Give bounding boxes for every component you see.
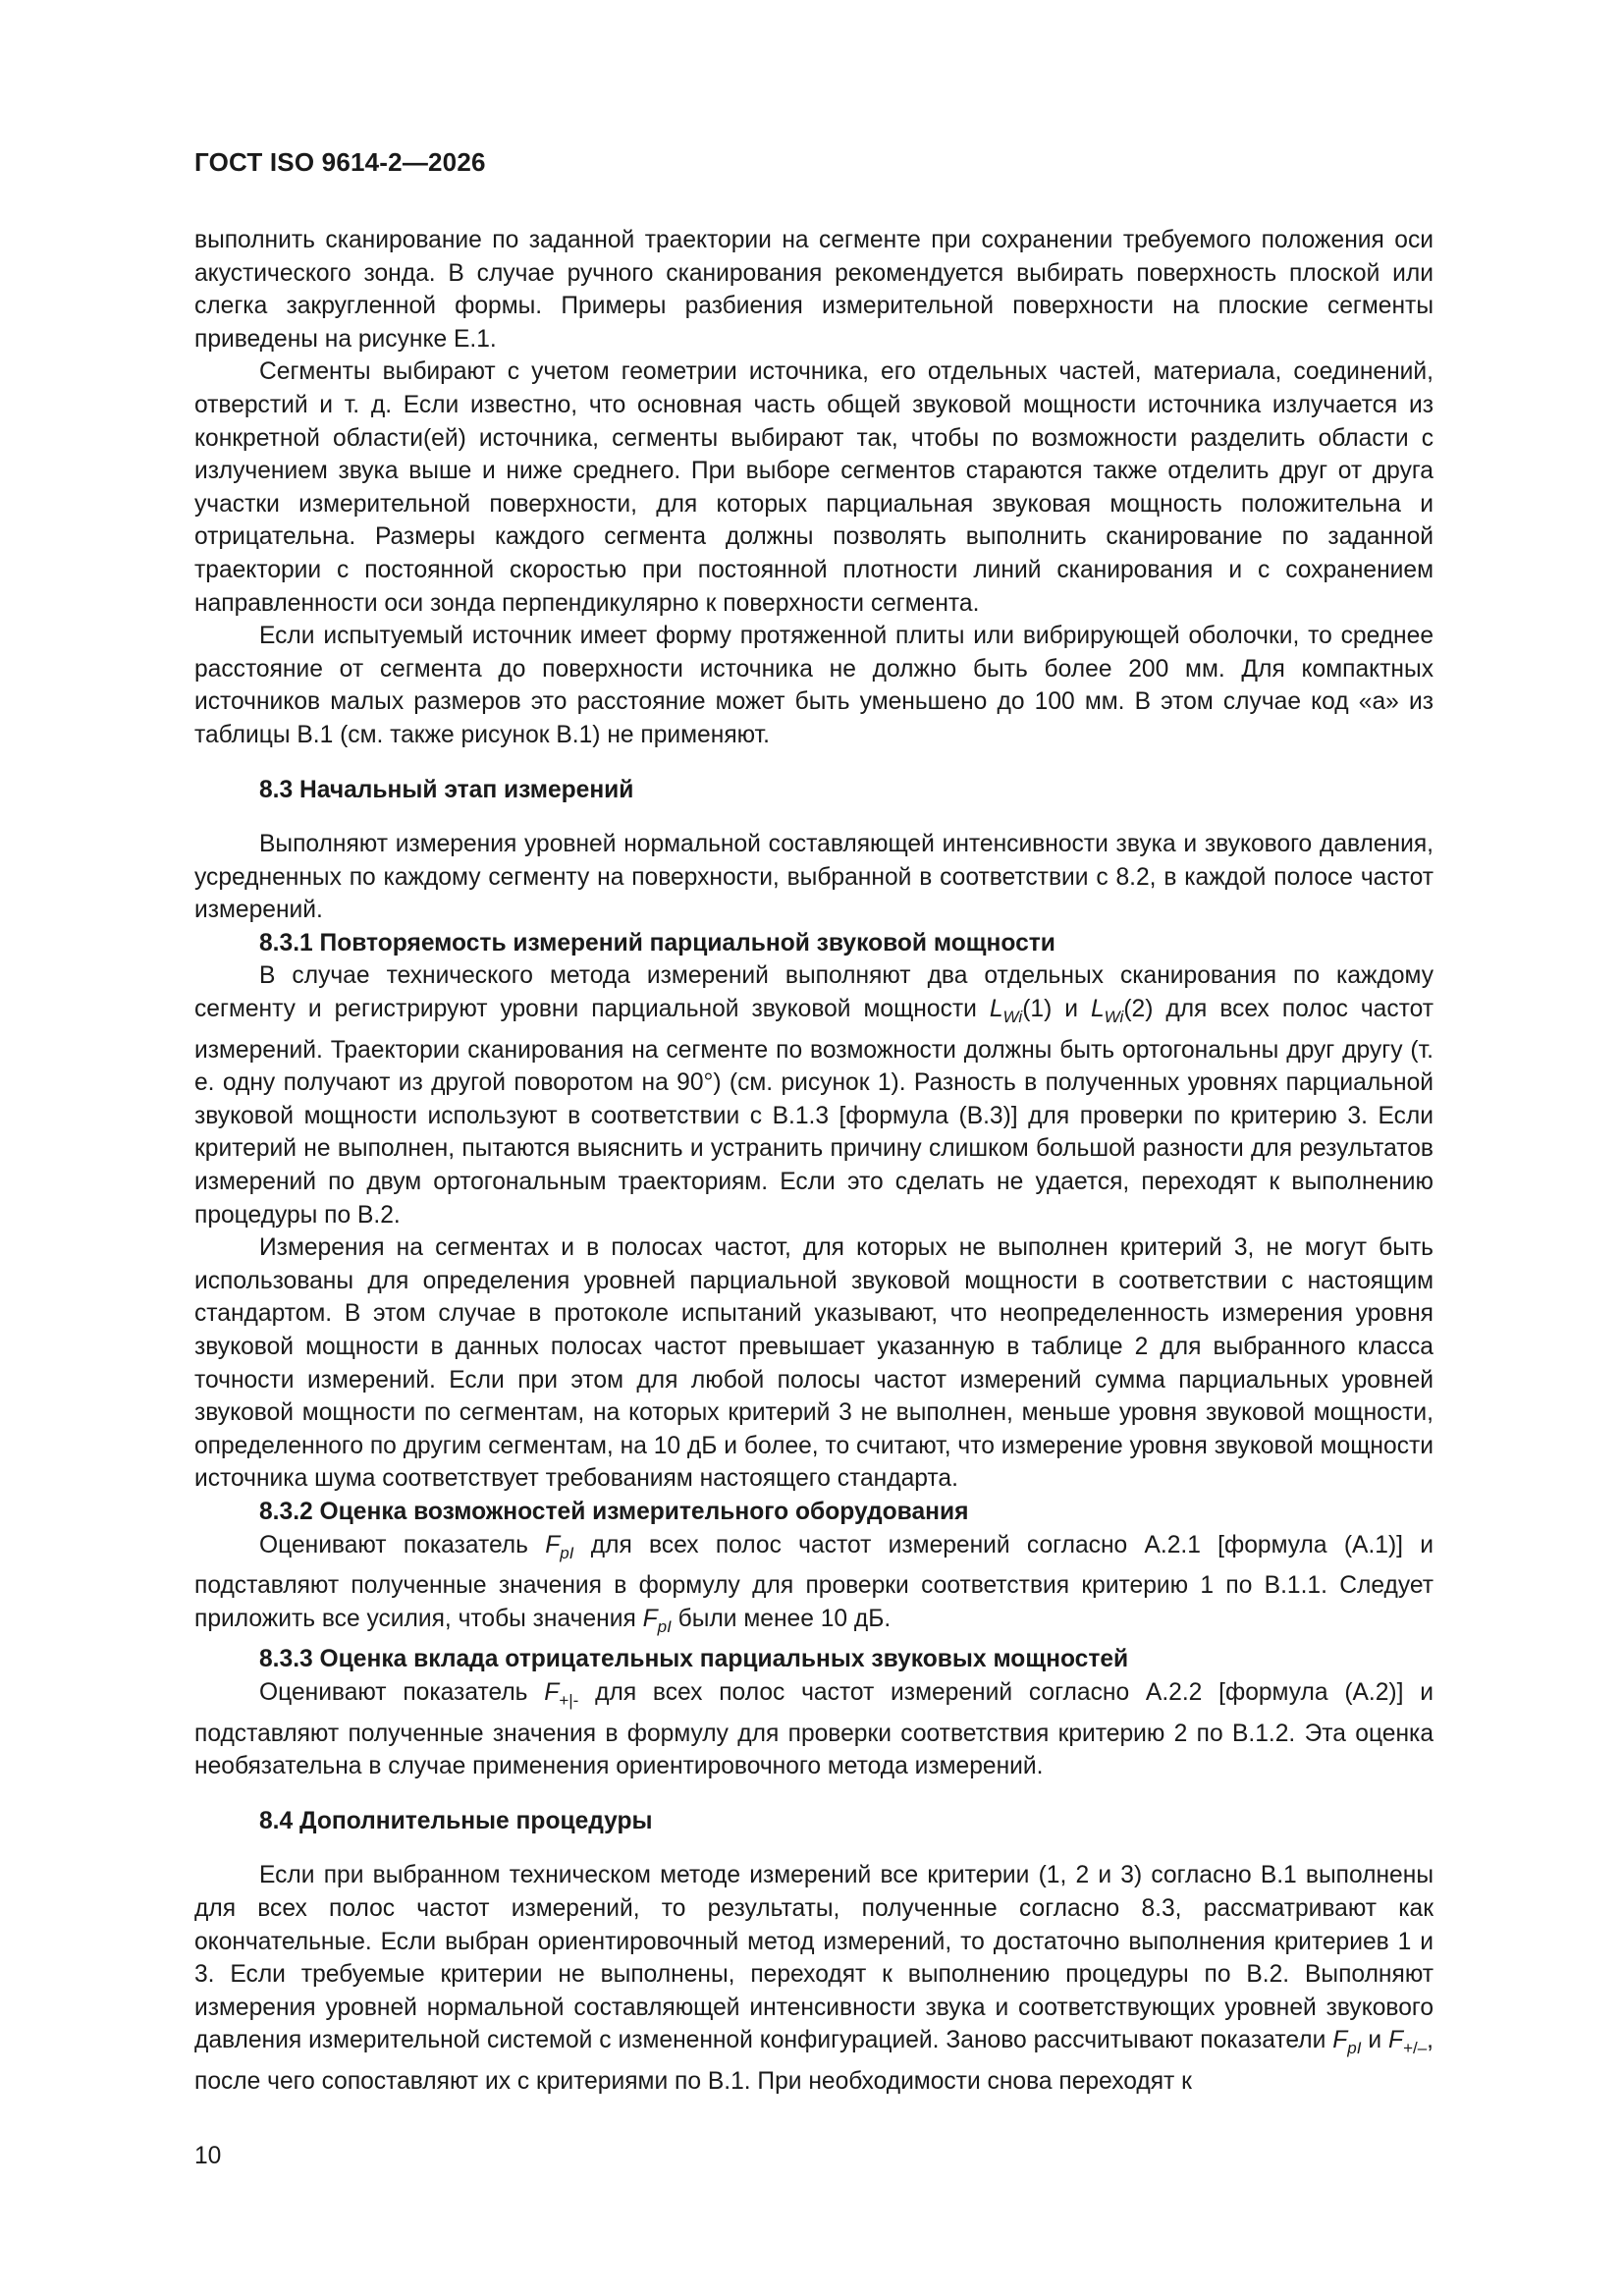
- subsection-heading-8-3-1: 8.3.1 Повторяемость измерений парциальной звуковой мощности: [259, 929, 1055, 957]
- paragraph: Оценивают показатель $F_{pI}$ для всех полос частот измерений согласно А.2.1 [формула (А.1)] и подставляют полученные значения в формулу для проверки соответствия критерию 1 по В.1.1. Следует приложить все усилия, чтобы значения $F_{pI}$ были менее 10 дБ.: [194, 1531, 1434, 1636]
- paragraph: Оценивают показатель $F_{+|-}$ для всех полос частот измерений согласно А.2.2 [формула (А.2)] и подставляют полученные значения в формулу для проверки соответствия критерию 2 по В.1.2. Эта оценка необязательна в случае применения ориентировочного метода измерений.: [194, 1678, 1434, 1780]
- paragraph: Измерения на сегментах и в полосах частот, для которых не выполнен критерий 3, не могут быть использованы для определения уровней парциальной звуковой мощности в соответствии с настоящим стандартом. В этом случае в протоколе испытаний указывают, что неопределенность измерения уровня звуковой мощности в данных полосах частот превышает указанную в таблице 2 для выбранного класса точности измерений. Если при этом для любой полосы частот измерений сумма парциальных уровней звуковой мощности по сегментам, на которых критерий 3 не выполнен, меньше уровня звуковой мощности, определенного по другим сегментам, на 10 дБ и более, то считают, что измерение уровня звуковой мощности источника шума соответствует требованиям настоящего стандарта.: [194, 1234, 1434, 1493]
- subsection-heading-8-3-2: 8.3.2 Оценка возможностей измерительного оборудования: [259, 1498, 969, 1525]
- section-heading-8-4: 8.4 Дополнительные процедуры: [259, 1807, 653, 1834]
- paragraph: Выполняют измерения уровней нормальной составляющей интенсивности звука и звукового давления, усредненных по каждому сегменту на поверхности, выбранной в соответствии с 8.2, в каждой полосе частот измерений.: [194, 831, 1434, 924]
- page-number: 10: [194, 2143, 222, 2169]
- subsection-heading-8-3-3: 8.3.3 Оценка вклада отрицательных парциальных звуковых мощностей: [259, 1646, 1129, 1673]
- paragraph: выполнить сканирование по заданной траектории на сегменте при сохранении требуемого положения оси акустического зонда. В случае ручного сканирования рекомендуется выбирать поверхность плоской или слегка закругленной формы. Примеры разбиения измерительной поверхности на плоские сегменты приведены на рисунке Е.1.: [194, 227, 1434, 353]
- paragraph: В случае технического метода измерений выполняют два отдельных сканирования по каждому сегменту и регистрируют уровни парциальной звуковой мощности $L_{Wi}(1)$ и $L_{Wi}(2)$ для всех полос частот измерений. Траектории сканирования на сегменте по возможности должны быть ортогональны друг другу (т. е. одну получают из другой поворотом на 90°) (см. рисунок 1). Разность в полученных уровнях парциальной звуковой мощности используют в соответствии с В.1.3 [формула (В.3)] для проверки по критерию 3. Если критерий не выполнен, пытаются выяснить и устранить причину слишком большой разности для результатов измерений по двум ортогональным траекториям. Если это сделать не удается, переходят к выполнению процедуры по В.2.: [194, 962, 1434, 1229]
- document-header: ГОСТ ISO 9614-2—2026: [194, 147, 486, 177]
- document-body: [194, 224, 1434, 2098]
- paragraph: Сегменты выбирают с учетом геометрии источника, его отдельных частей, материала, соединений, отверстий и т. д. Если известно, что основная часть общей звуковой мощности источника излучается из конкретной области(ей) источника, сегменты выбирают так, чтобы по возможности разделить области с излучением звука выше и ниже среднего. При выборе сегментов стараются также отделить друг от друга участки измерительной поверхности, для которых парциальная звуковая мощность положительна и отрицательна. Размеры каждого сегмента должны позволять выполнить сканирование по заданной траектории с постоянной скоростью при постоянной плотности линий сканирования и с сохранением направленности оси зонда перпендикулярно к поверхности сегмента.: [194, 358, 1434, 617]
- paragraph: Если испытуемый источник имеет форму протяженной плиты или вибрирующей оболочки, то среднее расстояние от сегмента до поверхности источника не должно быть более 200 мм. Для компактных источников малых размеров это расстояние может быть уменьшено до 100 мм. В этом случае код «а» из таблицы В.1 (см. также рисунок В.1) не применяют.: [194, 623, 1434, 748]
- paragraph: Если при выбранном техническом методе измерений все критерии (1, 2 и 3) согласно В.1 выполнены для всех полос частот измерений, то результаты, полученные согласно 8.3, рассматривают как окончательные. Если выбран ориентировочный метод измерений, то достаточно выполнения критериев 1 и 3. Если требуемые критерии не выполнены, переходят к выполнению процедуры по В.2. Выполняют измерения уровней нормальной составляющей интенсивности звука и соответствующих уровней звукового давления измерительной системой с измененной конфигурацией. Заново рассчитывают показатели $F_{pI}$ и $F_{+/-}$, после чего сопоставляют их с критериями по В.1. При необходимости снова переходят к: [194, 1862, 1434, 2095]
- section-heading-8-3: 8.3 Начальный этап измерений: [259, 776, 634, 803]
